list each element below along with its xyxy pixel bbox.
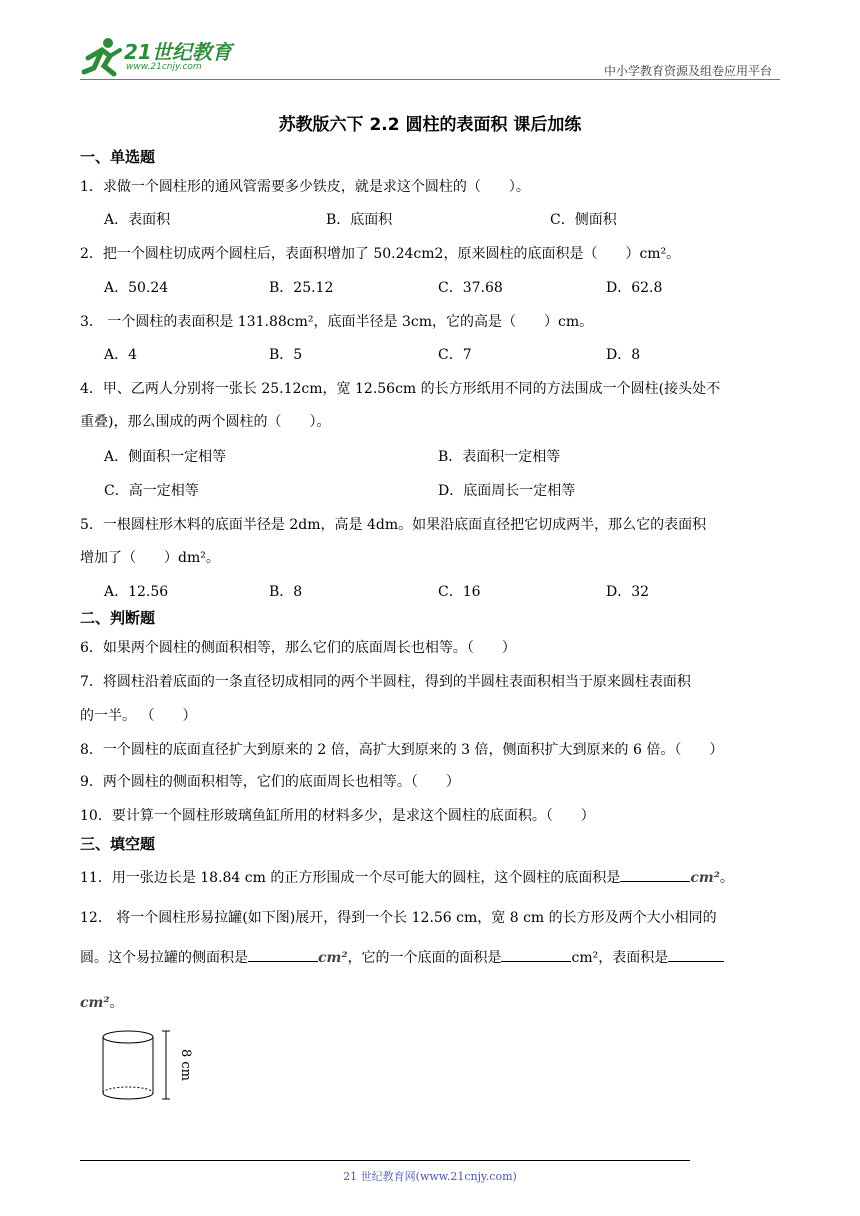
question-12-line-2 [80, 947, 724, 967]
q5-option-a: A．12.56 [104, 584, 169, 600]
q12-base-area-blank[interactable] [501, 947, 571, 962]
q3-option-b: B．5 [269, 347, 303, 363]
section-heading-fill-blank: 三、填空题 [80, 835, 156, 853]
question-5-line-2: 增加了（ ）dm²。 [80, 550, 220, 566]
q12-lateral-area-blank[interactable] [248, 947, 318, 962]
footer-divider [80, 1160, 690, 1161]
question-7-line-2: 的一半。 （ ） [80, 708, 197, 724]
q2-option-d: D．62.8 [606, 280, 663, 296]
section-heading-single-choice: 一、单选题 [80, 148, 156, 166]
question-7-line-1: 7．将圆柱沿着底面的一条直径切成相同的两个半圆柱，得到的半圆柱表面积相当于原来圆柱表面积 [80, 674, 691, 690]
q4-option-d: D．底面周长一定相等 [438, 483, 576, 499]
q12-text-b: ，它的一个底面的面积是 [347, 950, 502, 966]
cylinder-figure [100, 1028, 210, 1112]
q12-text-c: cm²，表面积是 [571, 950, 669, 966]
q2-option-c: C．37.68 [438, 280, 503, 296]
page-title: 苏教版六下 2.2 圆柱的表面积 课后加练 [278, 115, 582, 135]
question-10: 10．要计算一个圆柱形玻璃鱼缸所用的材料多少，是求这个圆柱的底面积。（ ） [80, 808, 595, 824]
q12-text-a: 圆。这个易拉罐的侧面积是 [80, 950, 248, 966]
q11-text: 11．用一张边长是 18.84 cm 的正方形围成一个尽可能大的圆柱，这个圆柱的底面积是 [80, 870, 621, 886]
question-5-line-1: 5．一根圆柱形木料的底面半径是 2dm，高是 4dm。如果沿底面直径把它切成两半，那么它的表面积 [80, 517, 707, 533]
cylinder-top-ellipse [103, 1031, 153, 1043]
q12-unit-a: cm² [318, 950, 348, 966]
q1-option-a: A．表面积 [104, 212, 171, 228]
question-6: 6．如果两个圆柱的侧面积相等，那么它们的底面周长也相等。（ ） [80, 640, 516, 656]
q4-option-a: A．侧面积一定相等 [104, 449, 227, 465]
question-11 [80, 867, 734, 887]
cylinder-bottom-back [103, 1087, 153, 1093]
logo [80, 36, 250, 78]
q3-option-d: D．8 [606, 347, 641, 363]
q12-end: 。 [109, 995, 124, 1011]
q1-option-c: C．侧面积 [550, 212, 617, 228]
q4-option-c: C．高一定相等 [104, 483, 199, 499]
question-12-line-1: 12． 将一个圆柱形易拉罐(如下图)展开，得到一个长 12.56 cm，宽 8 cm 的长方形及两个大小相同的 [80, 910, 717, 926]
q11-unit: cm² [690, 870, 720, 886]
question-8: 8．一个圆柱的底面直径扩大到原来的 2 倍，高扩大到原来的 3 倍，侧面积扩大到原来的 6 倍。（ ） [80, 742, 724, 758]
q4-option-b: B．表面积一定相等 [438, 449, 561, 465]
question-4-line-2: 重叠)，那么围成的两个圆柱的（ ）。 [80, 414, 331, 430]
q2-option-a: A．50.24 [104, 280, 169, 296]
q11-answer-blank[interactable] [620, 867, 690, 882]
question-3: 3． 一个圆柱的表面积是 131.88cm²，底面半径是 3cm，它的高是（ ）cm。 [80, 314, 594, 330]
q5-option-b: B．8 [269, 584, 303, 600]
cylinder-bottom-front [103, 1093, 153, 1099]
runner-logo-icon [80, 36, 124, 78]
question-12-line-3 [80, 992, 123, 1012]
logo-url: www.21cnjy.com [126, 62, 202, 72]
q5-option-c: C．16 [438, 584, 481, 600]
question-4-line-1: 4．甲、乙两人分别将一张长 25.12cm，宽 12.56cm 的长方形纸用不同的方法围成一个圆柱(接头处不 [80, 381, 721, 397]
q2-option-b: B．25.12 [269, 280, 334, 296]
height-label: 8 cm [178, 1048, 193, 1082]
header-platform-text: 中小学教育资源及组卷应用平台 [603, 64, 772, 78]
q3-option-a: A．4 [104, 347, 138, 363]
q12-unit-b: cm² [80, 995, 110, 1011]
question-2: 2．把一个圆柱切成两个圆柱后，表面积增加了 50.24cm2，原来圆柱的底面积是（ ）cm²。 [80, 246, 681, 262]
logo-text: 21世纪教育 [124, 40, 232, 64]
q1-option-b: B．底面积 [326, 212, 393, 228]
section-heading-true-false: 二、判断题 [80, 609, 156, 627]
question-1: 1．求做一个圆柱形的通风管需要多少铁皮，就是求这个圆柱的（ ）。 [80, 179, 530, 195]
footer-text: 21 世纪教育网(www.21cnjy.com) [343, 1170, 517, 1183]
question-9: 9．两个圆柱的侧面积相等，它们的底面周长也相等。（ ） [80, 774, 460, 790]
q11-end: 。 [719, 870, 734, 886]
header-divider [80, 79, 780, 80]
q5-option-d: D．32 [606, 584, 650, 600]
q12-surface-area-blank[interactable] [668, 947, 724, 962]
q3-option-c: C．7 [438, 347, 472, 363]
